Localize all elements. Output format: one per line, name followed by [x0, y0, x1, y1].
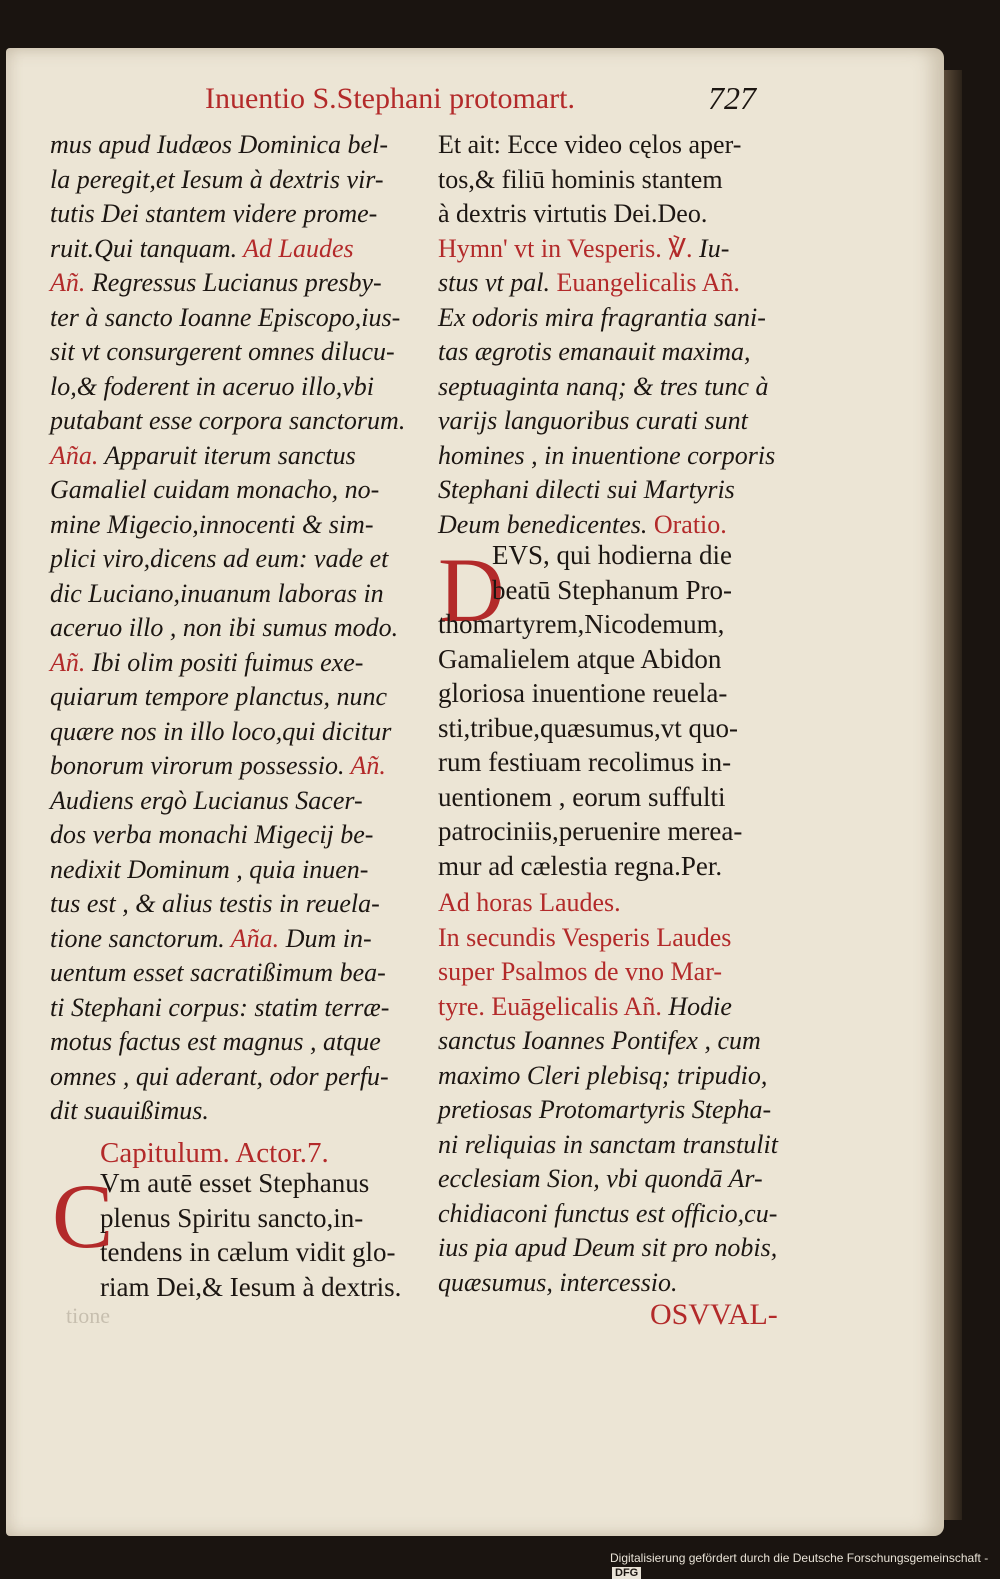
text-segment: septuaginta nanq; & tres tunc à: [438, 371, 769, 401]
text-segment: à dextris virtutis Dei.Deo.: [438, 199, 708, 228]
left-line: [50, 956, 405, 991]
right-line: [438, 439, 775, 474]
text-segment: mine Migecio,innocenti & sim-: [50, 509, 374, 539]
left-line: [50, 370, 405, 405]
rubric-text: Euangelicalis Añ.: [549, 268, 740, 297]
left-line: [50, 301, 405, 336]
left-line: [50, 1025, 405, 1060]
right-line: [438, 886, 778, 921]
text-segment: ter à sancto Ioanne Episcopo,ius-: [50, 302, 401, 332]
left-line: [50, 922, 405, 957]
text-segment: tus est , & alius testis in reuela-: [50, 889, 380, 918]
left-line: [50, 715, 405, 750]
rubric-text: Oratio.: [647, 509, 727, 539]
left-line: [50, 508, 405, 543]
text-segment: ius pia apud Deum sit pro nobis,: [438, 1233, 778, 1262]
left-line: [50, 646, 405, 681]
capitulum-line: riam Dei,& Iesum à dextris.: [100, 1271, 402, 1302]
rubric-text: Añ.: [50, 647, 92, 677]
text-segment: bonorum virorum possessio.: [50, 751, 345, 780]
oratio-line: uentionem , eorum suffulti: [438, 781, 726, 812]
text-segment: Ibi olim positi fuimus exe-: [91, 647, 364, 677]
right-line: [438, 1231, 778, 1266]
left-line: [50, 128, 405, 163]
oratio-text: [438, 538, 742, 883]
right-line: [438, 370, 775, 405]
text-segment: Regressus Lucianus presby-: [91, 268, 382, 297]
text-segment: Stephani dilecti sui Martyris: [438, 475, 735, 504]
left-line: [50, 853, 405, 888]
right-line: [438, 1059, 778, 1094]
rubric-text: super Psalmos de vno Mar-: [438, 957, 722, 986]
text-segment: Gamaliel cuidam monacho, no-: [50, 475, 380, 504]
rubric-text: Añ.: [344, 751, 386, 780]
capitulum-line: plenus Spiritu sancto,in-: [100, 1202, 364, 1233]
right-line: [438, 1093, 778, 1128]
right-line: [438, 1128, 778, 1163]
rubric-text: Ad Laudes: [237, 233, 354, 263]
text-segment: ruit.Qui tanquam.: [50, 233, 238, 263]
oratio-line: Gamalielem atque Abidon: [438, 643, 722, 674]
text-segment: Deum benedicentes.: [438, 509, 648, 539]
left-line: [50, 784, 405, 819]
right-column-bottom: [438, 886, 778, 1300]
left-line: [50, 197, 405, 232]
capitulum-heading: Capitulum. Actor.7.: [100, 1137, 329, 1169]
left-line: [50, 404, 405, 439]
right-line: [438, 921, 778, 956]
left-line: [50, 680, 405, 715]
text-segment: chidiaconi functus est officio,cu-: [438, 1198, 778, 1228]
text-segment: varijs languoribus curati sunt: [438, 406, 748, 435]
text-segment: tas ægrotis emanauit maxima,: [438, 337, 751, 366]
text-segment: stus vt pal.: [438, 268, 550, 297]
left-line: [50, 749, 405, 784]
right-column-top: [438, 128, 775, 542]
oratio-line: EVS, qui hodierna die: [492, 540, 732, 570]
oratio-line: mur ad cælestia regna.Per.: [438, 850, 723, 881]
text-segment: plici viro,dicens ad eum: vade et: [50, 544, 389, 573]
text-segment: omnes , qui aderant, odor perfu-: [50, 1061, 389, 1091]
text-segment: putabant esse corpora sanctorum.: [50, 406, 406, 435]
capitulum-line: tendens in cælum vidit glo-: [100, 1237, 396, 1267]
rubric-text: Ad horas Laudes.: [438, 888, 621, 917]
text-segment: quære nos in illo loco,qui dicitur: [50, 716, 392, 746]
left-line: [50, 232, 405, 267]
oratio-line: beatū Stephanum Pro-: [492, 574, 732, 605]
text-segment: sit vt consurgerent omnes dilucu-: [50, 337, 395, 366]
rubric-text: Aña.: [50, 440, 105, 470]
text-segment: la peregit,et Iesum à dextris vir-: [50, 164, 384, 194]
right-line: [438, 1162, 778, 1197]
right-line: [438, 1024, 778, 1059]
text-segment: dos verba monachi Migecij be-: [50, 820, 374, 849]
oratio-line: rum festiuam recolimus in-: [438, 747, 732, 777]
text-segment: tione sanctorum.: [50, 923, 225, 953]
right-line: [438, 404, 775, 439]
left-line: [50, 473, 405, 508]
left-line: [50, 577, 405, 612]
right-line: [438, 232, 775, 267]
text-segment: dic Luciano,inuanum laboras in: [50, 578, 384, 608]
text-segment: pretiosas Protomartyris Stepha-: [438, 1095, 772, 1124]
capitulum-text: [100, 1166, 401, 1304]
running-head: Inuentio S.Stephani protomart.: [205, 82, 575, 115]
capitulum-dropcap: C: [52, 1165, 114, 1267]
text-segment: maximo Cleri plebisq; tripudio,: [438, 1060, 768, 1090]
text-segment: Ex odoris mira fragrantia sani-: [438, 302, 766, 332]
left-line: [50, 542, 405, 577]
text-segment: uentum esset sacratißimum bea-: [50, 958, 386, 987]
text-segment: sanctus Ioannes Pontifex , cum: [438, 1026, 761, 1055]
oratio-line: thomartyrem,Nicodemum,: [438, 609, 725, 639]
text-segment: Dum in-: [279, 923, 372, 953]
text-segment: lo,& foderent in aceruo illo,vbi: [50, 371, 374, 401]
text-segment: tos,& filiū hominis stantem: [438, 164, 723, 194]
right-line: [438, 301, 775, 336]
left-column: [50, 128, 405, 1129]
folio-number: 727: [708, 80, 756, 116]
left-line: [50, 439, 405, 474]
right-line: [438, 1266, 778, 1301]
rubric-text: In secundis Vesperis Laudes: [438, 922, 732, 952]
oratio-dropcap: D: [438, 539, 505, 641]
right-line: [438, 1197, 778, 1232]
right-line: [438, 508, 775, 543]
text-segment: tutis Dei stantem videre prome-: [50, 199, 378, 228]
text-segment: Apparuit iterum sanctus: [104, 440, 356, 470]
right-line: [438, 473, 775, 508]
text-segment: nedixit Dominum , quia inuen-: [50, 854, 369, 884]
left-line: [50, 266, 405, 301]
rubric-text: tyre. Euāgelicalis Añ.: [438, 991, 662, 1021]
text-segment: aceruo illo , non ibi sumus modo.: [50, 613, 399, 642]
oratio-line: patrociniis,peruenire merea-: [438, 816, 743, 846]
right-line: [438, 335, 775, 370]
text-segment: homines , in inuentione corporis: [438, 440, 776, 470]
right-line: [438, 990, 778, 1025]
rubric-text: Añ.: [50, 268, 92, 297]
footer-text: Digitalisierung gefördert durch die Deutsche Forschungsgemeinschaft -: [610, 1551, 989, 1565]
ghost-catchword: tione: [66, 1303, 110, 1328]
text-segment: ecclesiam Sion, vbi quondā Ar-: [438, 1164, 763, 1193]
text-segment: quiarum tempore planctus, nunc: [50, 682, 387, 711]
catchword: OSVVAL-: [650, 1298, 778, 1331]
left-line: [50, 887, 405, 922]
right-line: [438, 266, 775, 301]
text-segment: Hodie: [661, 991, 732, 1021]
left-line: [50, 335, 405, 370]
text-segment: quæsumus, intercessio.: [438, 1267, 678, 1297]
text-segment: ni reliquias in sanctam transtulit: [438, 1129, 778, 1159]
left-line: [50, 818, 405, 853]
text-segment: ti Stephani corpus: statim terræ-: [50, 992, 390, 1022]
right-line: [438, 955, 778, 990]
right-line: [438, 128, 775, 163]
right-line: [438, 163, 775, 198]
text-segment: Iu-: [692, 233, 730, 263]
text-segment: mus apud Iudæos Dominica bel-: [50, 130, 388, 159]
left-line: [50, 991, 405, 1026]
oratio-line: sti,tribue,quæsumus,vt quo-: [438, 712, 739, 743]
left-line: [50, 163, 405, 198]
left-line: [50, 1060, 405, 1095]
right-line: [438, 197, 775, 232]
oratio-line: gloriosa inuentione reuela-: [438, 678, 728, 708]
rubric-text: Hymn' vt in Vesperis. ℣.: [438, 233, 693, 263]
text-segment: motus factus est magnus , atque: [50, 1027, 381, 1056]
text-segment: Et ait: Ecce video cęlos aper-: [438, 130, 742, 159]
rubric-text: Aña.: [224, 923, 280, 953]
text-segment: Audiens ergò Lucianus Sacer-: [50, 785, 363, 815]
left-line: [50, 611, 405, 646]
book-fore-edge: [944, 70, 962, 1520]
capitulum-line: Vm autē esset Stephanus: [100, 1168, 370, 1198]
text-segment: dit suauißimus.: [50, 1096, 209, 1125]
left-line: [50, 1094, 405, 1129]
dfg-logo: DFG: [612, 1567, 641, 1579]
